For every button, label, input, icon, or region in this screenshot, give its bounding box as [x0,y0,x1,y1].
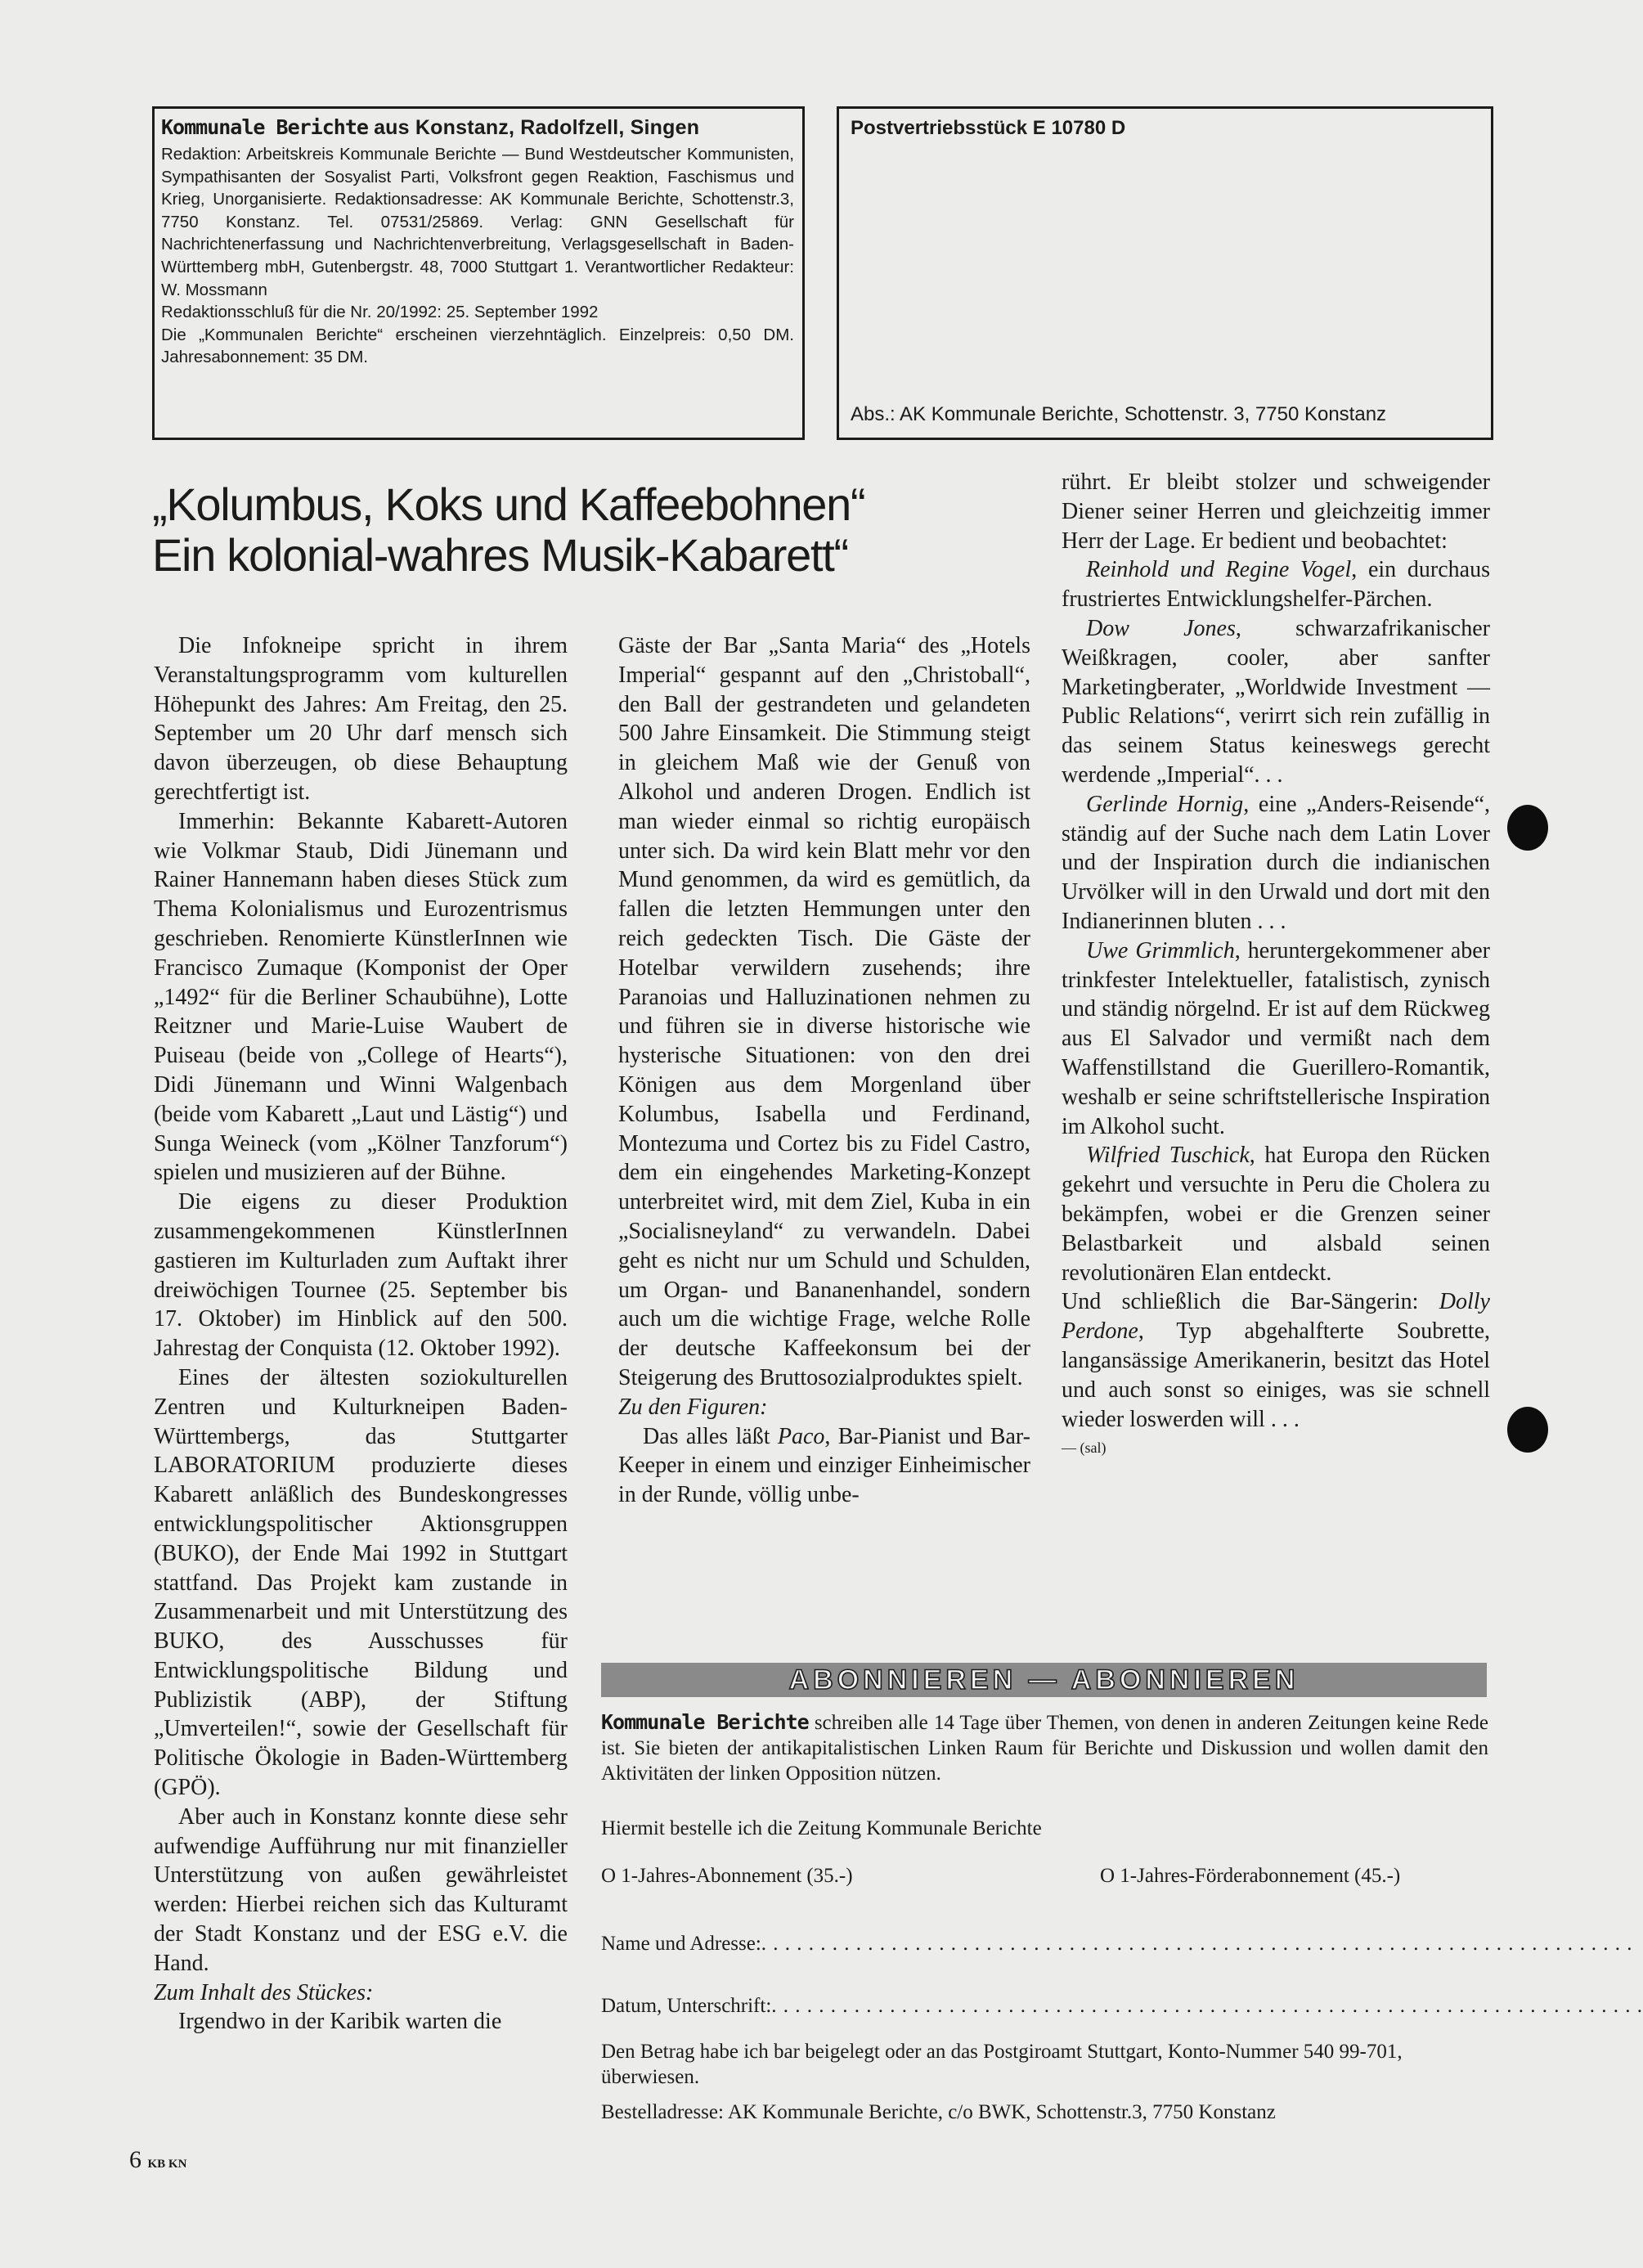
article-column-2 [618,631,1030,1510]
subscription-intro: Kommunale Berichte schreiben alle 14 Tage über Themen, von denen in anderen Zeitungen keine Rede ist. Sie bieten der antikapitalistischen Linken Raum für Berichte und Diskussion und wollen damit den Aktivitäten der linken Opposition nützen. [601,1710,1488,1785]
imprint-brand: Kommunale Berichte [161,115,368,139]
punch-hole [1507,1407,1548,1453]
option-supporter[interactable]: O 1-Jahres-Förderabonnement (45.-) [1100,1865,1401,1887]
name-address-field[interactable]: Name und Adresse:. . . . . . . . . . . . . . . . . . . . . . . . . . . . . . . . . . . . . . . . . . . . . . . . . . . . . . . . . . . . . . . . . . . . . . . . . . [601,1933,1633,1955]
page-footer [129,2146,186,2174]
paragraph: Aber auch in Konstanz konnte diese sehr aufwendige Aufführung nur mit finanzieller Unterstützung von außen gewährleistet werden: Hierbei reichen sich das Kulturamt der Stadt Konstanz und der ESG e.V. die Hand. [154,1803,568,1976]
paragraph: Das alles läßt Paco, Bar-Pianist und Bar-Keeper in einem und einziger Einheimischer in der Runde, völlig unbe- [618,1423,1030,1508]
subscription-brand: Kommunale Berichte [601,1710,809,1734]
character-entry: Wilfried Tuschick, hat Europa den Rücken gekehrt und versuchte in Peru die Cholera zu bekämpfen, wobei er die Grenzen seiner Belastbarkeit und alsbald seinen revolutionären Elan entdeckt. [1062,1143,1490,1286]
character-entry: Reinhold und Regine Vogel, ein durchaus frustriertes Entwicklungshelfer-Pärchen. [1062,557,1490,613]
punch-hole [1507,805,1548,851]
character-entry: Und schließlich die Bar-Sängerin: Dolly Perdone, Typ abgehalfterte Soubrette, langansässige Amerikanerin, besitzt das Hotel und auch sonst so einiges, was sie schnell wieder loswerden will . . . [1062,1289,1490,1432]
paragraph: Die Infokneipe spricht in ihrem Veranstaltungsprogramm vom kulturellen Höhepunkt des Jahres: Am Freitag, den 25. September um 20 Uhr darf mensch sich davon überzeugen, ob diese Behauptung gerechtfertigt ist. [154,633,568,805]
paragraph: Immerhin: Bekannte Kabarett-Autoren wie Volkmar Staub, Didi Jünemann und Rainer Hannemann haben dieses Stück zum Thema Kolonialismus und Eurozentrismus geschrieben. Renomierte KünstlerInnen wie Francisco Zumaque (Komponist der Oper „1492“ für die Berliner Schaubühne), Lotte Reitzner und Marie-Luise Waubert de Puiseau (beide von „College of Hearts“), Didi Jünemann und Winni Walgenbach (beide vom Kabarett „Laut und Lästig“) und Sunga Weineck (vom „Kölner Tanzforum“) spielen und musizieren auf der Bühne. [154,808,568,1186]
character-entry: Dow Jones, schwarzafrikanischer Weißkragen, cooler, aber sanfter Marketingberater, „Worldwide Investment — Public Relations“, verirrt sich rein zufällig in das seinem Status keineswegs gerecht werdende „Imperial“. . . [1062,615,1490,788]
headline-line-1: „Kolumbus, Koks und Kaffeebohnen“ [152,478,865,530]
option-annual[interactable]: O 1-Jahres-Abonnement (35.-) [601,1865,853,1887]
imprint-text: Redaktion: Arbeitskreis Kommunale Berichte — Bund Westdeutscher Kommunisten, Sympathisanten der Sosyalist Parti, Volksfront gegen Reaktion, Faschismus und Krieg, Unorganisierte. Redaktionsadresse: AK Kommunale Berichte, Schottenstr.3, 7750 Konstanz. Tel. 07531/25869. Verlag: GNN Gesellschaft für Nachrichtenerfassung und Nachrichtenverbreitung, Verlagsgesellschaft in Baden-Württemberg mbH, Gutenbergstr. 48, 7000 Stuttgart 1. Verantwortlicher Redakteur: W. Mossmann [161,145,794,299]
imprint-deadline: Redaktionsschluß für die Nr. 20/1992: 25. September 1992 [161,303,599,322]
imprint-price: Die „Kommunalen Berichte“ erscheinen vierzehntäglich. Einzelpreis: 0,50 DM. Jahresabonnement: 35 DM. [161,325,794,367]
order-line: Hiermit bestelle ich die Zeitung Kommunale Berichte [601,1817,1042,1839]
article-headline [152,479,1019,581]
edition-code: KB KN [147,2158,187,2171]
article-column-1 [154,631,568,2037]
article-column-3 [1062,468,1490,1463]
order-address: Bestelladresse: AK Kommunale Berichte, c/o BWK, Schottenstr.3, 7750 Konstanz [601,2101,1276,2123]
headline-line-2: Ein kolonial-wahres Musik-Kabarett“ [152,529,848,581]
paragraph: Irgendwo in der Karibik warten die [178,2009,502,2035]
sender-address: Abs.: AK Kommunale Berichte, Schottenstr. 3, 7750 Konstanz [851,403,1387,425]
character-entry: Gerlinde Hornig, eine „Anders-Reisende“, ständig auf der Suche nach dem Latin Lover und der Inspiration durch die indianischen Urvölker will in den Urwald und dort mit den Indianerinnen bluten . . . [1062,791,1490,934]
imprint-box [152,106,805,440]
imprint-heading: Kommunale Berichte aus Konstanz, Radolfzell, Singen [161,115,700,139]
paragraph: Eines der ältesten soziokulturellen Zentren und Kulturkneipen Baden-Württembergs, das Stuttgarter LABORATORIUM produzierte dieses Kabarett anläßlich des Bundeskongresses entwicklungspolitischer Aktionsgruppen (BUKO), der Ende Mai 1992 in Stuttgart stattfand. Das Projekt kam zustande in Zusammenarbeit und mit Unterstützung des BUKO, des Ausschusses für Entwicklungspolitische Bildung und Publizistik (ABP), der Stiftung „Umverteilen!“, sowie der Gesellschaft für Politische Ökologie in Baden-Württemberg (GPÖ). [154,1364,568,1801]
date-signature-field[interactable]: Datum, Unterschrift:. . . . . . . . . . . . . . . . . . . . . . . . . . . . . . . . . . . . . . . . . . . . . . . . . . . . . . . . . . . . . . . . . . . . . . . . . . [601,1995,1643,2017]
page-number: 6 [129,2146,141,2173]
paragraph: rührt. Er bleibt stolzer und schweigender Diener seiner Herren und gleichzeitig immer Herr der Lage. Er bedient und beobachtet: [1062,469,1490,554]
subscription-banner: ABONNIEREN — ABONNIEREN [601,1663,1487,1697]
paragraph: Gäste der Bar „Santa Maria“ des „Hotels Imperial“ gespannt auf den „Christoball“, den Ball der gestrandeten und gelandeten 500 Jahre Einsamkeit. Die Stimmung steigt in gleichem Maß wie der Genuß von Alkohol und anderen Drogen. Endlich ist man wieder einmal so richtig europäisch unter sich. Da wird kein Blatt mehr vor den Mund genommen, da wird es gemütlich, da fallen die letzten Hemmungen unter den reich gedeckten Tisch. Die Gäste der Hotelbar verwildern zusehends; ihre Paranoias und Halluzinationen nehmen zu und führen sie in diverse historische wie hysterische Situationen: von den drei Königen aus dem Morgenland über Kolumbus, Isabella und Ferdinand, Montezuma und Cortez bis zu Fidel Castro, dem ein eingehendes Marketing-Konzept unterbreitet wird, mit dem Ziel, Kuba in ein „Socialisneyland“ zu verwandeln. Dabei geht es nicht nur um Schuld und Schulden, um Organ- und Bananenhandel, sondern auch um die wichtige Frage, welche Rolle der deutsche Kaffeekonsum bei der Steigerung des Bruttosozialproduktes spielt. [618,633,1030,1390]
paragraph: Die eigens zu dieser Produktion zusammengekommenen KünstlerInnen gastieren im Kulturladen zum Auftakt ihrer dreiwöchigen Tournee (25. September bis 17. Oktober) im Hinblick auf den 500. Jahrestag der Conquista (12. Oktober 1992). [154,1189,568,1362]
character-entry: Uwe Grimmlich, heruntergekommener aber trinkfester Intelektueller, fatalistisch, zynisch und ständig nörgelnd. Er ist auf dem Rückweg aus El Salvador und vermißt nach dem Waffenstillstand die Guerillero-Romantik, weshalb er seine schriftstellerische Inspiration im Alkohol sucht. [1062,937,1491,1139]
subheading: Zu den Figuren: [618,1394,768,1420]
mailing-box [837,106,1493,440]
postal-number: Postvertriebsstück E 10780 D [851,117,1126,139]
author-signature: — (sal) [1062,1439,1107,1457]
payment-info: Den Betrag habe ich bar beigelegt oder an das Postgiroamt Stuttgart, Konto-Nummer 540 99-701, überwiesen. [601,2041,1403,2088]
subheading: Zum Inhalt des Stückes: [154,1979,374,2005]
